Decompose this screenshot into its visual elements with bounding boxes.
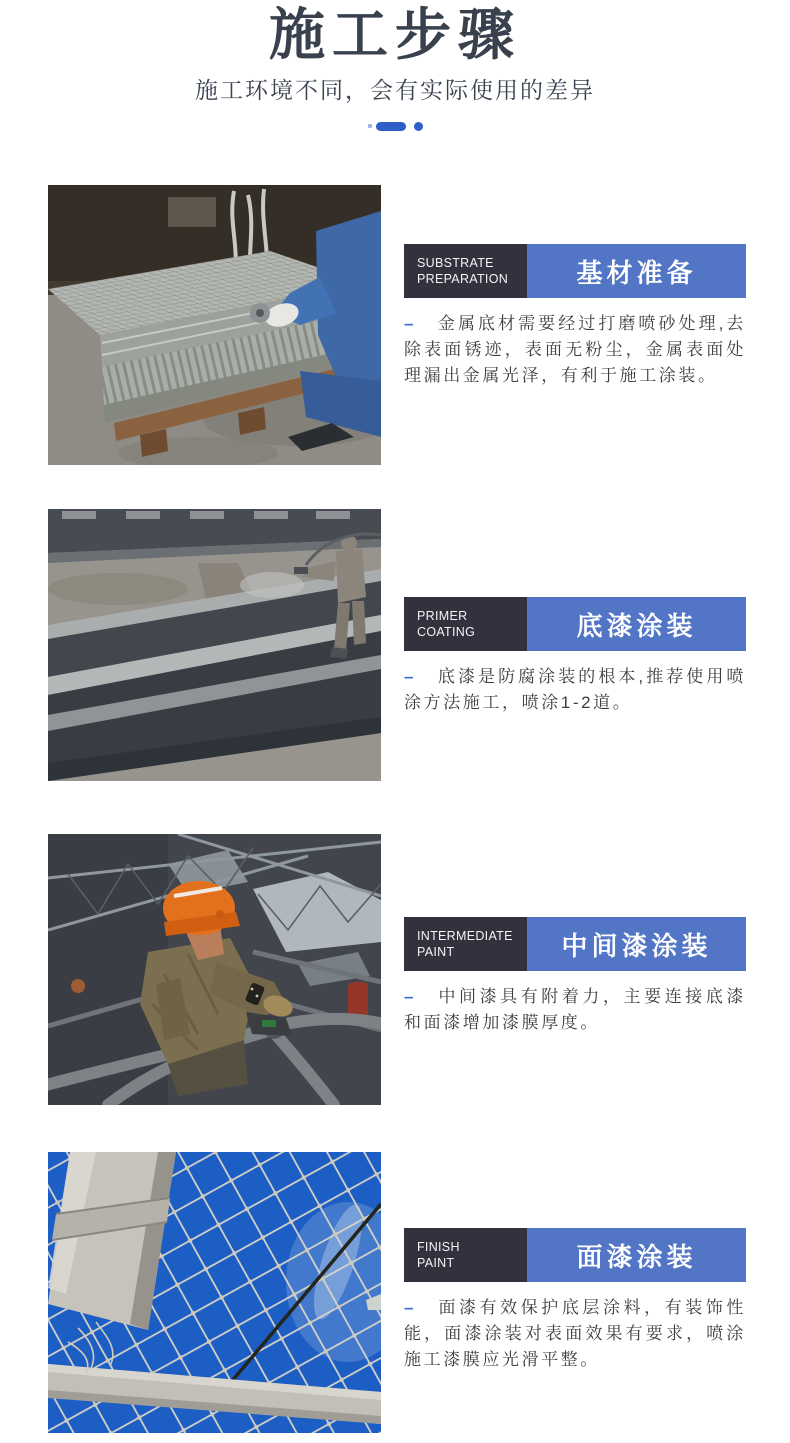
hero-heading: [0, 2, 790, 132]
step-content: [404, 1228, 746, 1433]
step-description: [404, 311, 746, 389]
mesh-sky-illustration: [48, 1152, 381, 1433]
step-content: [404, 244, 746, 465]
step-zh-title: 面漆涂装: [527, 1228, 746, 1282]
desc-dash-icon: –: [404, 314, 414, 333]
desc-text: 底漆是防腐涂装的根本,推荐使用喷涂方法施工，喷涂1-2道。: [404, 667, 746, 712]
step-en-line1: PRIMER: [417, 609, 468, 623]
steps-list: [0, 185, 790, 1433]
divider-dot-icon: [414, 122, 423, 131]
step-en-line2: PREPARATION: [417, 272, 509, 286]
step-en-line2: PAINT: [417, 1256, 455, 1270]
steel-grating-illustration: [48, 185, 381, 465]
step-substrate-preparation: [0, 185, 790, 465]
step-header-bar: [404, 1228, 746, 1282]
step-en-label: [404, 1228, 527, 1282]
scaffold-worker-illustration: [48, 834, 381, 1105]
step-header-bar: [404, 917, 746, 971]
step-zh-title: 中间漆涂装: [527, 917, 746, 971]
step-finish-paint: [0, 1152, 790, 1433]
page-title: 施工步骤: [269, 3, 521, 66]
beam-painting-illustration: [48, 509, 381, 781]
desc-text: 金属底材需要经过打磨喷砂处理,去除表面锈迹，表面无粉尘，金属表面处理漏出金属光泽，有利于施工涂装。: [404, 314, 746, 385]
step-en-line2: COATING: [417, 625, 476, 639]
title-divider: [0, 120, 790, 132]
step-en-label: [404, 244, 527, 298]
step-content: [404, 917, 746, 1105]
step-zh-title: 基材准备: [527, 244, 746, 298]
step-description: [404, 984, 746, 1036]
step-header-bar: [404, 244, 746, 298]
step-intermediate-paint: [0, 834, 790, 1105]
step-en-label: [404, 917, 527, 971]
photo-worker-grinding-pipes: [48, 834, 381, 1105]
step-en-line1: FINISH: [417, 1240, 460, 1254]
divider-dash-icon: [376, 122, 406, 131]
step-description: [404, 664, 746, 716]
step-description: [404, 1295, 746, 1373]
desc-dash-icon: –: [404, 987, 414, 1006]
desc-dash-icon: –: [404, 1298, 414, 1317]
step-en-label: [404, 597, 527, 651]
desc-text: 面漆有效保护底层涂料，有装饰性能，面漆涂装对表面效果有要求，喷涂施工漆膜应光滑平整。: [404, 1298, 746, 1369]
page-subtitle: 施工环境不同，会有实际使用的差异: [195, 77, 595, 103]
step-en-line1: SUBSTRATE: [417, 256, 494, 270]
photo-spray-painting-beams: [48, 509, 381, 781]
step-zh-title: 底漆涂装: [527, 597, 746, 651]
step-primer-coating: [0, 509, 790, 781]
divider-tick-icon: [368, 124, 372, 128]
step-header-bar: [404, 597, 746, 651]
desc-dash-icon: –: [404, 667, 414, 686]
step-en-line1: INTERMEDIATE: [417, 929, 513, 943]
step-en-line2: PAINT: [417, 945, 455, 959]
desc-text: 中间漆具有附着力，主要连接底漆和面漆增加漆膜厚度。: [404, 987, 746, 1032]
photo-worker-grinding-steel-grating: [48, 185, 381, 465]
step-content: [404, 597, 746, 781]
photo-pipes-mesh-sky: [48, 1152, 381, 1433]
